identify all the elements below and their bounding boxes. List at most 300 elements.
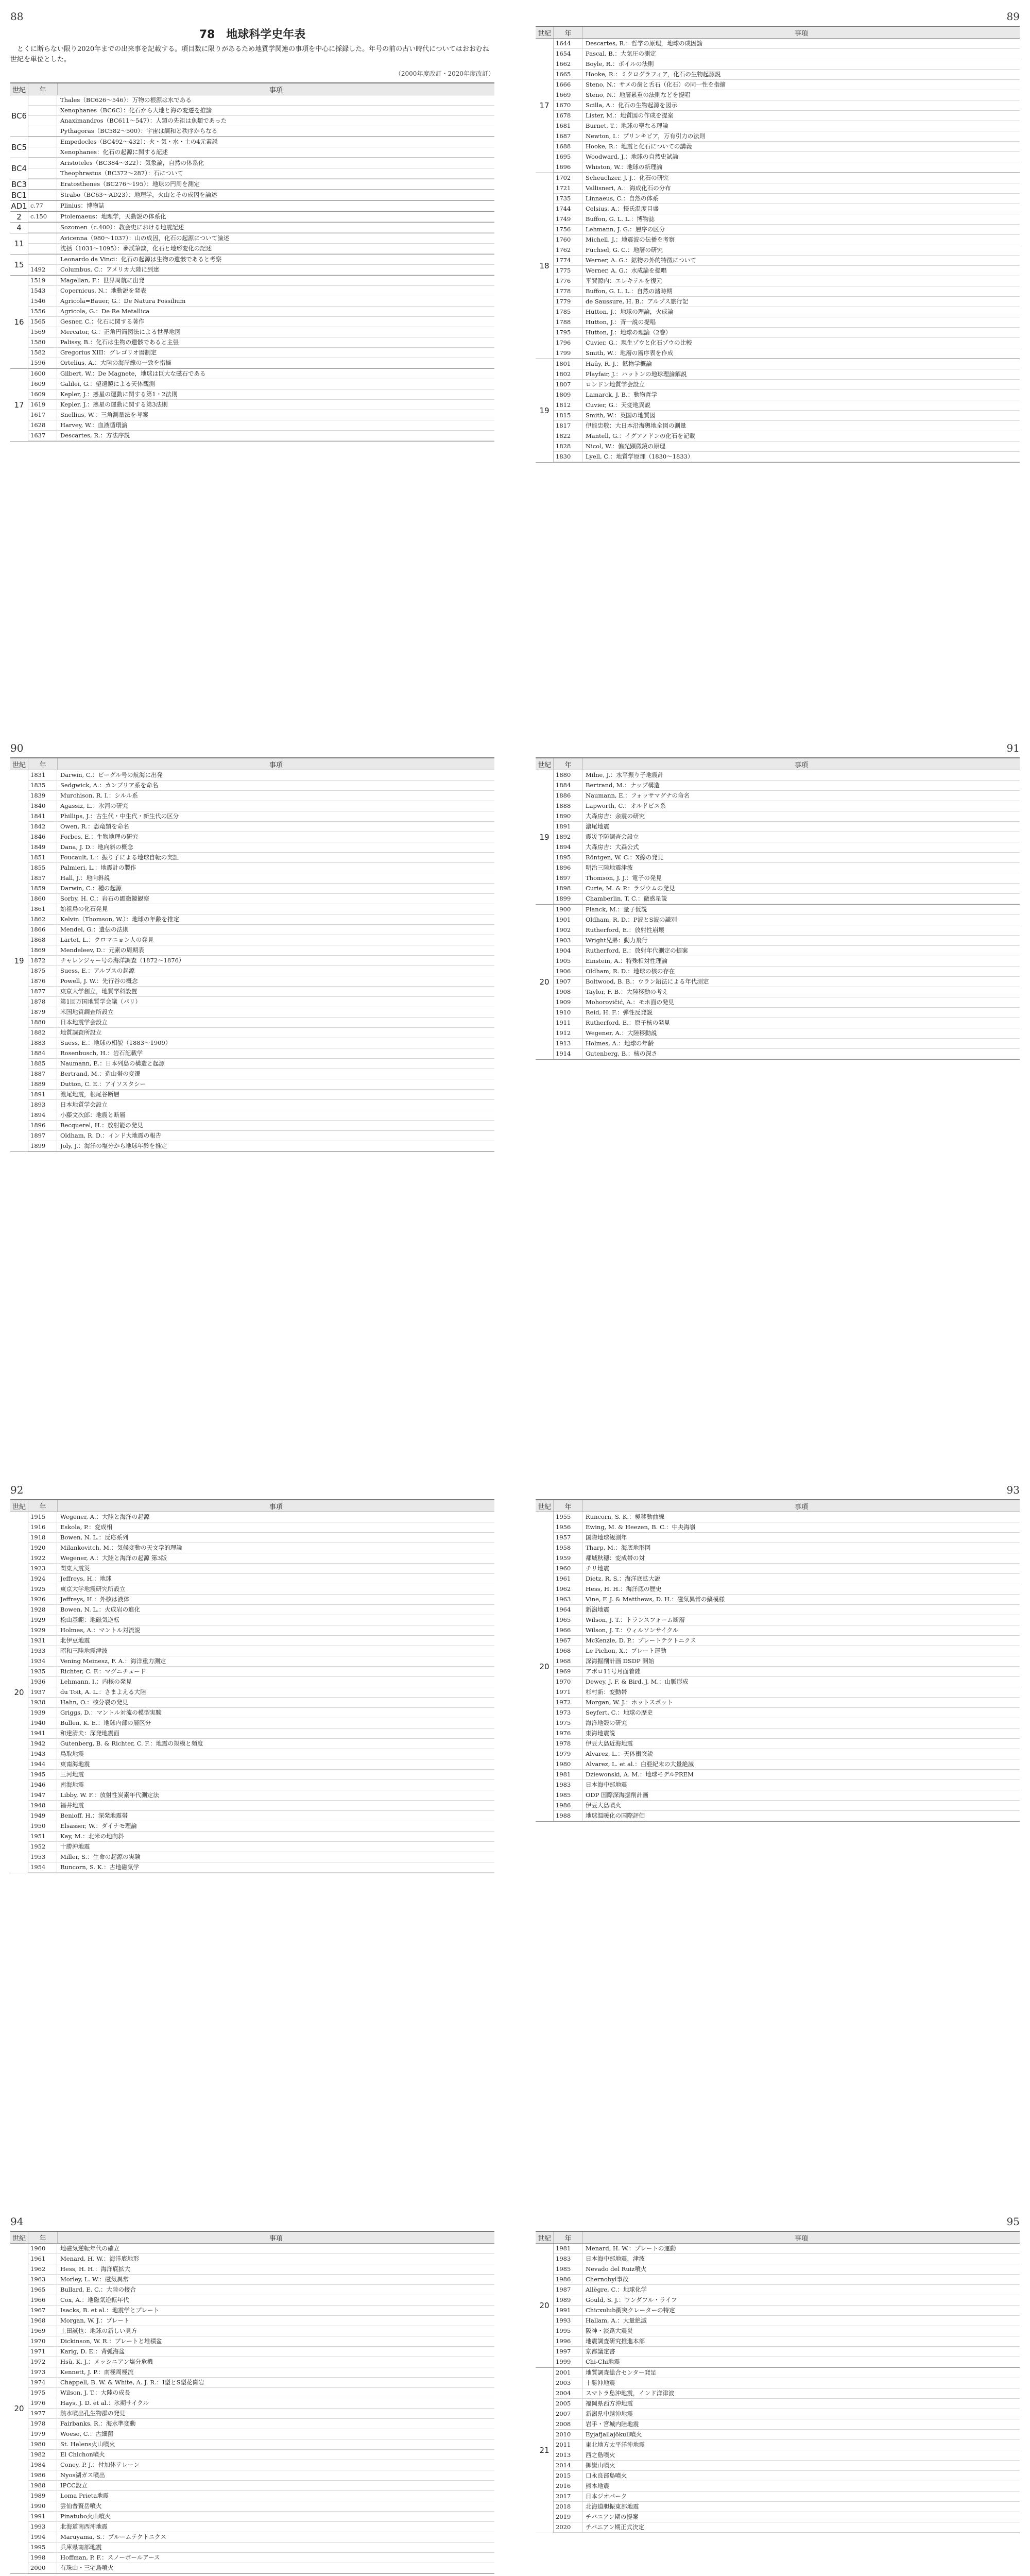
year-cell: 1896 (554, 863, 582, 873)
table-row (554, 2244, 1020, 2254)
event-cell: Jeffreys, H.：地球 (60, 1575, 112, 1582)
event-cell: 熊本地震 (586, 2482, 609, 2489)
year-cell: 1964 (554, 1605, 582, 1615)
year-cell: 1887 (28, 1069, 57, 1079)
header-century: 世紀 (10, 758, 28, 770)
year-cell (28, 244, 57, 253)
century-group (10, 255, 494, 276)
event-cell: Allègre, C.：地球化学 (586, 2286, 647, 2293)
event-cell: Forbes, E.：生物地理の研究 (60, 833, 139, 840)
year-cell: 1908 (554, 987, 582, 997)
year-cell: 1923 (28, 1564, 57, 1573)
event-cell: 東京大学地震研究所設立 (60, 1585, 126, 1592)
event-cell: Bertrand, M.：造山帯の変遷 (60, 1070, 141, 1077)
table-row (554, 1028, 1020, 1039)
event-cell: 濃尾地震，根尾谷断層 (60, 1091, 119, 1098)
table-row (28, 1584, 494, 1595)
header-year: 年 (28, 1500, 58, 1512)
year-cell: 1760 (554, 235, 582, 245)
table-row (554, 2388, 1020, 2399)
year-cell: 2004 (554, 2388, 582, 2398)
year-cell: 1580 (28, 337, 57, 347)
century-cell: 20 (10, 2244, 28, 2573)
year-cell: 1872 (28, 956, 57, 965)
event-cell: Hoffman, P. F.：スノーボールアース (60, 2554, 160, 2561)
table-row (28, 2409, 494, 2419)
event-cell: Bowen, N. L.：火成岩の進化 (60, 1606, 141, 1613)
century-cell: 16 (10, 276, 28, 368)
year-cell: 1962 (28, 2264, 57, 2274)
event-cell: Rutherford, E.：放射性崩壊 (586, 926, 664, 934)
table-row (28, 1759, 494, 1770)
event-cell: 地質調査所設立 (60, 1029, 102, 1036)
year-cell: 1669 (554, 90, 582, 100)
year-cell: 1609 (28, 389, 57, 399)
century-cell: BC1 (10, 190, 28, 200)
event-cell: Theophrastus（BC372～287）：石について (60, 170, 183, 177)
table-row (28, 1625, 494, 1636)
table-row (28, 1079, 494, 1090)
year-cell: 1981 (554, 1770, 582, 1780)
page-number: 93 (1006, 1484, 1020, 1496)
year-cell: 1978 (28, 2419, 57, 2429)
year-cell (28, 106, 57, 115)
table-header (536, 26, 1020, 39)
year-cell: 1948 (28, 1801, 57, 1810)
event-cell: Linnaeus, C.：自然の体系 (586, 195, 659, 202)
year-cell: 1855 (28, 863, 57, 873)
event-cell: Mohorovičić, A.：モホ面の発見 (586, 998, 674, 1006)
event-cell: Newton, I.：プリンキピア，万有引力の法則 (586, 132, 706, 140)
year-cell: 1920 (28, 1543, 57, 1553)
year-cell: 1644 (554, 39, 582, 48)
table-row (554, 987, 1020, 997)
year-cell: 1776 (554, 276, 582, 286)
table-header (536, 2231, 1020, 2244)
table-row (28, 791, 494, 801)
year-cell: 1959 (554, 1553, 582, 1563)
table-row (28, 158, 494, 168)
table-row (554, 2471, 1020, 2481)
century-group (10, 179, 494, 190)
event-cell: Curie, M. & P.：ラジウムの発見 (586, 885, 675, 892)
event-cell: Dietz, R. S.：海洋底拡大説 (586, 1575, 661, 1582)
table-header (536, 757, 1020, 770)
event-cell: de Saussure, H. B.：アルプス旅行記 (586, 298, 689, 305)
table-row (554, 214, 1020, 225)
century-group (10, 369, 494, 442)
year-cell: 1913 (554, 1039, 582, 1048)
year-cell: 1994 (28, 2532, 57, 2542)
table-row (28, 337, 494, 348)
event-cell: Sedgwick, A.：カンブリア系を命名 (60, 782, 159, 789)
year-cell: 1972 (554, 1698, 582, 1707)
table-row (28, 1770, 494, 1780)
table-row (28, 2306, 494, 2316)
table-row (554, 266, 1020, 276)
table-row (28, 255, 494, 265)
year-cell: 2018 (554, 2502, 582, 2512)
table-row (28, 431, 494, 441)
table-row (28, 212, 494, 222)
table-row (554, 1759, 1020, 1770)
century-rows (554, 770, 1020, 904)
event-cell: Griggs, D.：マントル対流の模型実験 (60, 1709, 162, 1716)
year-cell: 1985 (554, 2264, 582, 2274)
year-cell: 1891 (554, 822, 582, 832)
table-row (554, 1718, 1020, 1728)
year-cell: 1949 (28, 1811, 57, 1821)
year-cell: 1894 (554, 842, 582, 852)
table-row (554, 2450, 1020, 2461)
chronology-table (536, 26, 1020, 463)
year-cell: 1903 (554, 936, 582, 945)
century-group (10, 95, 494, 137)
year-cell: 1980 (554, 1759, 582, 1769)
year-cell: 1995 (554, 2326, 582, 2336)
event-cell: Celsius, A.：摂氏温度目盛 (586, 205, 659, 212)
event-cell: Wilson, J. T.：ウィルソンサイクル (586, 1626, 679, 1634)
event-cell: 日本地質学会設立 (60, 1101, 108, 1108)
year-cell: 1987 (554, 2285, 582, 2295)
table-row (554, 1677, 1020, 1687)
table-row (554, 956, 1020, 967)
year-cell: 1925 (28, 1584, 57, 1594)
year-cell: 1662 (554, 59, 582, 69)
event-cell: 和達清夫：深発地震面 (60, 1730, 119, 1737)
table-row (28, 116, 494, 126)
century-rows (554, 2368, 1020, 2533)
table-row (28, 400, 494, 410)
event-cell: Einstein, A.：特殊相対性理論 (586, 957, 668, 964)
year-cell (28, 126, 57, 136)
table-row (28, 976, 494, 987)
event-cell: Mendel, G.：遺伝の法則 (60, 926, 129, 933)
table-row (554, 1667, 1020, 1677)
year-cell: 1756 (554, 225, 582, 234)
event-cell: Dana, J. D.：地向斜の概念 (60, 843, 133, 851)
header-year: 年 (554, 27, 583, 38)
table-row (554, 853, 1020, 863)
table-row (28, 1646, 494, 1656)
table-row (28, 914, 494, 925)
year-cell: 1951 (28, 1832, 57, 1841)
table-row (554, 317, 1020, 328)
event-cell: Hsü, K. J.：メッシニアン塩分危機 (60, 2358, 153, 2365)
table-row (554, 2440, 1020, 2450)
event-cell: Füchsel, G. C.：地層の研究 (586, 246, 663, 253)
event-cell: Gould, S. J.：ワンダフル・ライフ (586, 2296, 677, 2303)
event-cell: Suess, E.：アルプスの起源 (60, 967, 135, 974)
year-cell: 1687 (554, 131, 582, 141)
table-row (554, 2295, 1020, 2306)
table-row (554, 162, 1020, 173)
table-row (554, 452, 1020, 462)
event-cell: 三河地震 (60, 1771, 84, 1778)
event-cell: IPCC設立 (60, 2482, 88, 2489)
century-cell: 4 (10, 223, 28, 233)
year-cell: 1940 (28, 1718, 57, 1728)
year-cell: 1911 (554, 1018, 582, 1028)
table-row (28, 2419, 494, 2429)
table-row (28, 2470, 494, 2481)
table-row (28, 781, 494, 791)
century-rows (554, 359, 1020, 462)
table-row (554, 1574, 1020, 1584)
event-cell: Kennett, J. P.：南極周極流 (60, 2368, 134, 2376)
table-row (554, 400, 1020, 411)
event-cell: Boyle, R.：ボイルの法則 (586, 60, 654, 67)
event-cell: Agricola, G.：De Re Metallica (60, 308, 150, 315)
event-cell: McKenzie, D. P.：プレートテクトニクス (586, 1637, 696, 1644)
event-cell: チバニアン期の提案 (586, 2513, 639, 2520)
table-row (554, 70, 1020, 80)
table-row (554, 2461, 1020, 2471)
table-row (28, 348, 494, 358)
year-cell: 1901 (554, 915, 582, 925)
year-cell: 1812 (554, 400, 582, 410)
year-cell: 1960 (28, 2244, 57, 2253)
table-row (28, 179, 494, 190)
year-cell: 1899 (554, 894, 582, 904)
century-group (10, 233, 494, 255)
year-cell: 1978 (554, 1739, 582, 1749)
event-cell: 東南海地震 (60, 1760, 90, 1768)
event-cell: Scilla, A.：化石の生物起源を図示 (586, 101, 677, 109)
table-row (28, 327, 494, 337)
event-cell: 小藤文次郎：地震と断層 (60, 1111, 126, 1118)
table-row (554, 1553, 1020, 1564)
table-row (28, 317, 494, 327)
event-cell: Hess, H. H.：海洋底拡大 (60, 2265, 130, 2273)
event-cell: Columbus, C.：アメリカ大陸に到達 (60, 266, 159, 273)
year-cell: 1809 (554, 390, 582, 400)
year-cell: 1936 (28, 1677, 57, 1687)
table-row (28, 2522, 494, 2532)
table-row (28, 1842, 494, 1852)
year-cell: 1678 (554, 111, 582, 121)
event-cell: Cuvier, G.：現生ゾウと化石ゾウの比較 (586, 339, 692, 346)
year-cell: 1617 (28, 410, 57, 420)
header-year: 年 (554, 2232, 583, 2243)
table-row (28, 2264, 494, 2275)
event-cell: Steno, N.：サメの歯と舌石（化石）の同一性を指摘 (586, 81, 726, 88)
year-cell: 1943 (28, 1749, 57, 1759)
year-cell: 1835 (28, 781, 57, 790)
table-row (28, 1698, 494, 1708)
year-cell: 1926 (28, 1595, 57, 1604)
century-cell: 18 (536, 173, 554, 359)
page-number: 94 (10, 2215, 24, 2228)
event-cell: Elsasser, W.：ダイナモ理論 (60, 1822, 137, 1829)
event-cell: Gilbert, W.：De Magnete，地球は巨大な磁石である (60, 370, 206, 377)
event-cell: Playfair, J.：ハットンの地球理論解説 (586, 370, 687, 378)
year-cell (28, 158, 57, 168)
year-cell: 1878 (28, 997, 57, 1007)
table-row (554, 1728, 1020, 1739)
event-cell: Morley, L. W.：磁気異常 (60, 2276, 129, 2283)
year-cell: c.150 (28, 212, 57, 222)
year-cell (28, 116, 57, 126)
event-cell: Oldham, R. D.：地球の核の存在 (586, 968, 675, 975)
event-cell: Owen, R.：恐竜類を命名 (60, 823, 129, 830)
year-cell (28, 95, 57, 105)
year-cell: 1963 (554, 1595, 582, 1604)
table-row (28, 389, 494, 400)
century-cell: AD1 (10, 201, 28, 211)
event-cell: Becquerel, H.：放射能の発見 (60, 1122, 143, 1129)
year-cell: 1982 (28, 2450, 57, 2460)
table-row (28, 2450, 494, 2460)
year-cell: 2016 (554, 2481, 582, 2491)
table-row (554, 2275, 1020, 2285)
event-cell: Holmes, A.：マントル対流説 (60, 1626, 141, 1634)
year-cell: 1989 (28, 2491, 57, 2501)
page-number: 95 (1006, 2215, 1020, 2228)
table-row (554, 863, 1020, 873)
event-cell: Eratosthenes（BC276～195）：地球の円周を測定 (60, 180, 200, 188)
event-cell: Wegener, A.：大陸と海洋の起源 第3版 (60, 1554, 167, 1562)
table-row (554, 884, 1020, 894)
century-rows (28, 158, 494, 179)
table-row (28, 95, 494, 106)
header-event: 事項 (269, 2234, 283, 2243)
table-row (28, 106, 494, 116)
page-number: 91 (1006, 742, 1020, 754)
table-row (554, 915, 1020, 925)
event-cell: Vine, F. J. & Matthews, D. H.：磁気異常の縞模様 (586, 1596, 725, 1603)
year-cell: 1958 (554, 1543, 582, 1553)
year-cell: 1965 (28, 2285, 57, 2295)
event-cell: 京都議定書 (586, 2348, 615, 2355)
event-cell: Hooke, R.：地震と化石についての講義 (586, 143, 692, 150)
event-cell: Coney, P. J.：付加体テレーン (60, 2461, 140, 2468)
year-cell: 1892 (554, 832, 582, 842)
event-cell: 日本ジオパーク (586, 2493, 627, 2500)
event-cell: Boltwood, B. B.：ウラン鉛法による年代測定 (586, 978, 709, 985)
year-cell: 1942 (28, 1739, 57, 1749)
event-cell: 松山基範：地磁気逆転 (60, 1616, 119, 1623)
table-row (554, 1512, 1020, 1522)
table-row (28, 1790, 494, 1801)
year-cell: 1546 (28, 296, 57, 306)
year-cell: 1986 (554, 1801, 582, 1810)
header-event: 事項 (794, 761, 808, 769)
century-cell: 20 (536, 905, 554, 1059)
credit-line: （2000年度改訂・2020年度改訂） (394, 70, 494, 77)
header-century: 世紀 (536, 2232, 554, 2243)
table-row (554, 204, 1020, 214)
event-cell: Lapworth, C.：オルドビス系 (586, 802, 666, 809)
event-cell: Empedocles（BC492～432）：火・気・水・土の4元素説 (60, 138, 218, 145)
event-cell: Nevado del Ruiz噴火 (586, 2265, 647, 2273)
century-rows (28, 212, 494, 222)
year-cell: 1953 (28, 1852, 57, 1862)
table-row (554, 1770, 1020, 1780)
year-cell: 1877 (28, 987, 57, 996)
year-cell: 1924 (28, 1574, 57, 1584)
year-cell: 1914 (554, 1049, 582, 1059)
table-row (28, 966, 494, 976)
table-row (28, 1615, 494, 1625)
year-cell (28, 255, 57, 264)
event-cell: Chamberlin, T. C.：微惑星説 (586, 895, 667, 902)
table-row (28, 863, 494, 873)
event-cell: Smith, W.：英国の地質図 (586, 412, 656, 419)
event-cell: Mercator, G.：正角円筒図法による世界地図 (60, 328, 181, 335)
year-cell: 1986 (554, 2275, 582, 2284)
year-cell: 1749 (554, 214, 582, 224)
page-title: 78 地球科学史年表 (199, 28, 306, 41)
header-event: 事項 (269, 86, 283, 94)
table-row (28, 2439, 494, 2450)
year-cell: 1904 (554, 946, 582, 956)
event-cell: 昭和三陸地震津波 (60, 1647, 108, 1654)
year-cell: 2017 (554, 2492, 582, 2501)
table-row (28, 168, 494, 179)
year-cell: 1991 (28, 2512, 57, 2521)
year-cell: 1788 (554, 317, 582, 327)
year-cell: 2010 (554, 2430, 582, 2439)
event-cell: Powell, J. W.：先行谷の概念 (60, 977, 138, 985)
year-cell: 1840 (28, 801, 57, 811)
event-cell: 始祖鳥の化石発見 (60, 905, 108, 912)
table-row (554, 369, 1020, 380)
year-cell: 2013 (554, 2450, 582, 2460)
century-rows (28, 369, 494, 441)
year-cell: 1979 (554, 1749, 582, 1759)
year-cell: 1822 (554, 431, 582, 441)
year-cell: 1866 (28, 925, 57, 935)
table-row (554, 967, 1020, 977)
table-row (554, 1646, 1020, 1656)
century-rows (554, 905, 1020, 1059)
century-group (536, 39, 1020, 173)
event-cell: Ortelius, A.：大陸の海岸線の一致を指摘 (60, 359, 171, 366)
event-cell: Suess, E.：地球の相貌（1883～1909） (60, 1039, 171, 1046)
year-cell: 1916 (28, 1522, 57, 1532)
chronology-table (536, 757, 1020, 1060)
table-row (28, 2275, 494, 2285)
table-row (28, 1512, 494, 1522)
event-cell: アポロ11号月面着陸 (586, 1668, 641, 1675)
table-row (554, 49, 1020, 59)
event-cell: Wilson, J. T.：トランスフォーム断層 (586, 1616, 685, 1623)
century-cell: BC3 (10, 179, 28, 190)
event-cell: 北伊豆地震 (60, 1637, 90, 1644)
year-cell: c.77 (28, 201, 57, 211)
table-row (28, 1522, 494, 1533)
year-cell: 1934 (28, 1656, 57, 1666)
year-cell: 1849 (28, 842, 57, 852)
header-event: 事項 (269, 761, 283, 769)
century-group (536, 359, 1020, 463)
year-cell: 1972 (28, 2357, 57, 2367)
event-cell: 大森房吉：余震の研究 (586, 812, 645, 820)
event-cell: Kepler, J.：惑星の運動に関する第1・2法則 (60, 391, 178, 398)
event-cell: 日本海中部地震，津波 (586, 2255, 645, 2262)
table-row (554, 2285, 1020, 2295)
year-cell: 1600 (28, 369, 57, 379)
year-cell: 1519 (28, 276, 57, 285)
year-cell: 2014 (554, 2461, 582, 2470)
event-cell: 熱水噴出孔生物群の発見 (60, 2410, 126, 2417)
event-cell: Galilei, G.：望遠鏡による天体観測 (60, 380, 155, 387)
page-89 (536, 10, 1020, 701)
event-cell: 都城秋穂：変成帯の対 (586, 1554, 645, 1562)
year-cell: 1828 (554, 442, 582, 451)
table-row (28, 1667, 494, 1677)
